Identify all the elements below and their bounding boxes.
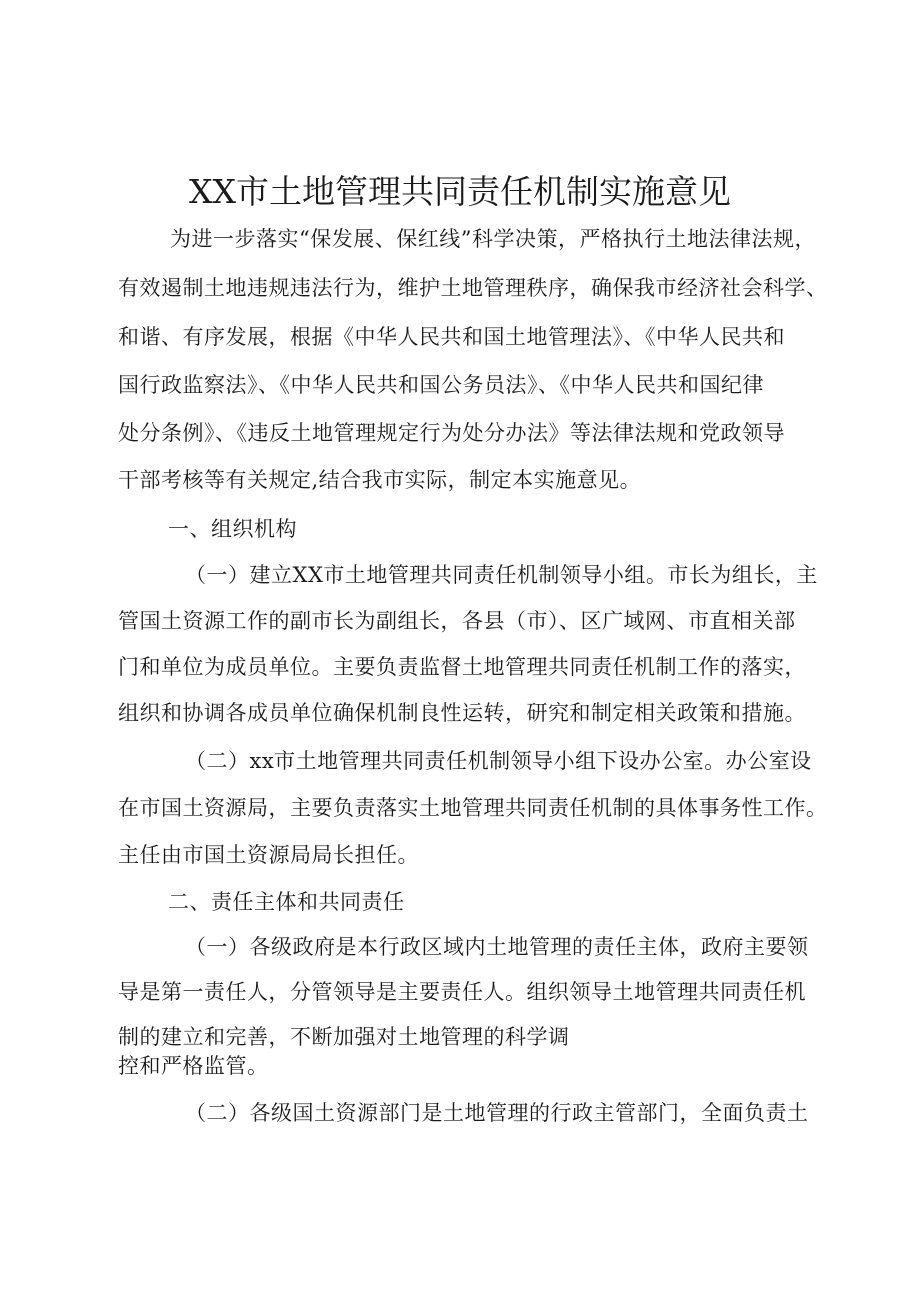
paragraph-line: 为进一步落实“保发展、保红线”科学决策，严格执行土地法律法规， xyxy=(170,227,816,251)
document-title: XX市土地管理共同责任机制实施意见 xyxy=(189,172,731,211)
paragraph-line: （一）各级政府是本行政区域内土地管理的责任主体，政府主要领 xyxy=(185,935,809,959)
paragraph-line: 门和单位为成员单位。主要负责监督土地管理共同责任机制工作的落实， xyxy=(118,655,806,679)
paragraph-line: 导是第一责任人，分管领导是主要责任人。组织领导土地管理共同责任机 xyxy=(118,980,806,1004)
paragraph-line: （二）xx市土地管理共同责任机制领导小组下设办公室。办公室设 xyxy=(185,749,812,773)
section-heading: 二、责任主体和共同责任 xyxy=(168,890,405,914)
paragraph-line: 主任由市国土资源局局长担任。 xyxy=(118,843,419,867)
paragraph-line: 国行政监察法》、《中华人民共和国公务员法》、《中华人民共和国纪律 xyxy=(118,373,764,397)
paragraph-line: 处分条例》、《违反土地管理规定行为处分办法》等法律法规和党政领导 xyxy=(118,421,785,445)
paragraph-line: 制的建立和完善，不断加强对土地管理的科学调 xyxy=(118,1025,570,1049)
paragraph-line: 和谐、有序发展，根据《中华人民共和国土地管理法》、《中华人民共和 xyxy=(118,325,785,349)
paragraph-line: 干部考核等有关规定,结合我市实际，制定本实施意见。 xyxy=(118,468,642,492)
paragraph-line: 管国土资源工作的副市长为副组长，各县（市）、区广域网、市直相关部 xyxy=(118,609,796,633)
section-heading: 一、组织机构 xyxy=(168,517,297,541)
paragraph-line: 有效遏制土地违规违法行为，维护土地管理秩序，确保我市经济社会科学、 xyxy=(118,276,828,300)
paragraph-line: （一）建立XX市土地管理共同责任机制领导小组。市长为组长，主 xyxy=(185,563,818,587)
paragraph-line: 组织和协调各成员单位确保机制良性运转，研究和制定相关政策和措施。 xyxy=(118,701,806,725)
paragraph-line: 控和严格监管。 xyxy=(118,1054,269,1078)
paragraph-line: 在市国土资源局，主要负责落实土地管理共同责任机制的具体事务性工作。 xyxy=(118,796,828,820)
paragraph-line: （二）各级国土资源部门是土地管理的行政主管部门，全面负责土 xyxy=(185,1101,809,1125)
